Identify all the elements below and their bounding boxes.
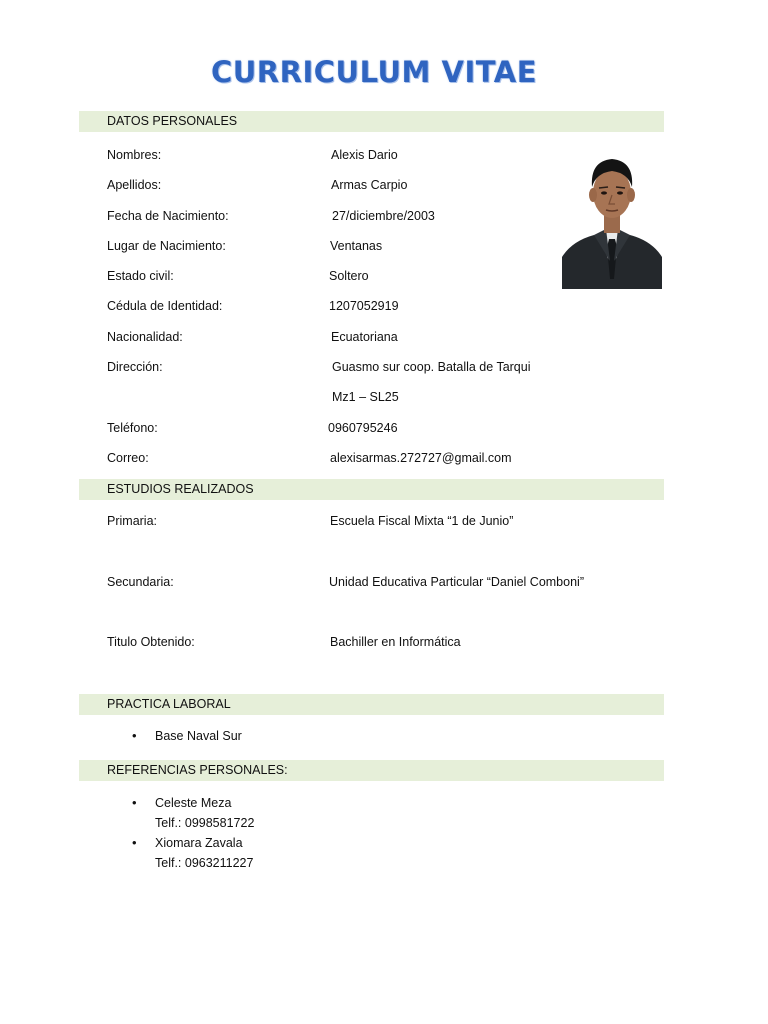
practice-list <box>107 726 242 746</box>
value-nombres: Alexis Dario <box>331 148 398 162</box>
reference-phone: Telf.: 0998581722 <box>155 816 255 830</box>
list-item <box>107 793 254 833</box>
value-estado-civil: Soltero <box>329 269 369 283</box>
page-title: CURRICULUM VITAE <box>210 55 538 89</box>
label-direccion: Dirección: <box>107 360 163 374</box>
label-nacionalidad: Nacionalidad: <box>107 330 183 344</box>
section-header-references: REFERENCIAS PERSONALES: <box>79 760 664 781</box>
label-lugar-nacimiento: Lugar de Nacimiento: <box>107 239 226 253</box>
label-nombres: Nombres: <box>107 148 162 162</box>
profile-photo <box>562 149 662 289</box>
bullet-icon: • <box>132 835 137 850</box>
list-item <box>107 833 254 873</box>
bullet-icon: • <box>132 728 137 743</box>
label-apellidos: Apellidos: <box>107 178 162 192</box>
reference-name: Xiomara Zavala <box>155 836 243 850</box>
section-header-studies: ESTUDIOS REALIZADOS <box>79 479 664 500</box>
value-apellidos: Armas Carpio <box>331 178 408 192</box>
label-cedula: Cédula de Identidad: <box>107 299 223 313</box>
label-correo: Correo: <box>107 451 149 465</box>
bullet-icon: • <box>132 795 137 810</box>
value-fecha-nacimiento: 27/diciembre/2003 <box>332 209 435 223</box>
value-nacionalidad: Ecuatoriana <box>331 330 398 344</box>
section-header-practice: PRACTICA LABORAL <box>79 694 664 715</box>
value-direccion-line2: Mz1 – SL25 <box>332 390 399 404</box>
label-telefono: Teléfono: <box>107 421 158 435</box>
reference-name: Celeste Meza <box>155 796 232 810</box>
practice-item-label: Base Naval Sur <box>155 729 242 743</box>
value-correo: alexisarmas.272727@gmail.com <box>330 451 512 465</box>
label-fecha-nacimiento: Fecha de Nacimiento: <box>107 209 229 223</box>
label-secundaria: Secundaria: <box>107 575 174 589</box>
reference-phone: Telf.: 0963211227 <box>155 856 254 870</box>
value-lugar-nacimiento: Ventanas <box>330 239 383 253</box>
references-list <box>107 793 254 873</box>
section-header-personal: DATOS PERSONALES <box>79 111 664 132</box>
value-telefono: 0960795246 <box>328 421 398 435</box>
label-primaria: Primaria: <box>107 514 158 528</box>
value-cedula: 1207052919 <box>329 299 399 313</box>
list-item <box>107 726 242 746</box>
portrait-image <box>562 149 662 289</box>
label-titulo: Titulo Obtenido: <box>107 635 195 649</box>
value-titulo: Bachiller en Informática <box>330 635 461 649</box>
value-secundaria: Unidad Educativa Particular “Daniel Comboni” <box>329 575 584 589</box>
value-primaria: Escuela Fiscal Mixta “1 de Junio” <box>330 514 514 528</box>
value-direccion-line1: Guasmo sur coop. Batalla de Tarqui <box>332 360 531 374</box>
label-estado-civil: Estado civil: <box>107 269 174 283</box>
